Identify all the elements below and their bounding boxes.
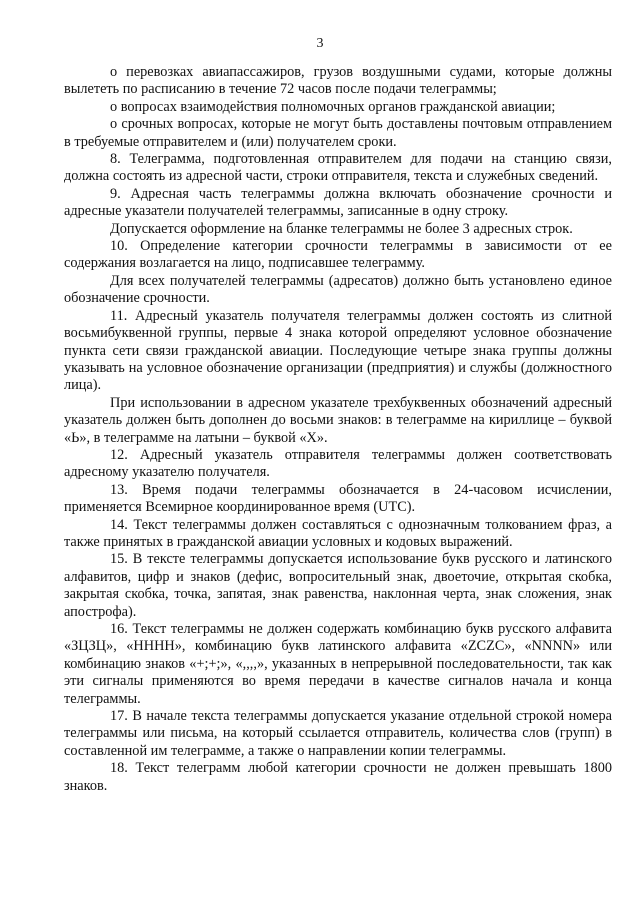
paragraph-item-18: 18. Текст телеграмм любой категории срочности не должен превышать 1800 знаков. xyxy=(64,760,612,794)
paragraph-item-8: 8. Телеграмма, подготовленная отправителем для подачи на станцию связи, должна состоять из адресной части, строки отправителя, текста и служебных сведений. xyxy=(64,151,612,185)
paragraph-item-11-note: При использовании в адресном указателе трехбуквенных обозначений адресный указатель должен быть дополнен до восьми знаков: в телеграмме на кириллице – буквой «Ь», в телеграмме на латыни – буквой «X». xyxy=(64,394,612,446)
page-number: 3 xyxy=(316,36,324,51)
paragraph-item-15: 15. В тексте телеграммы допускается использование букв русского и латинского алфавитов, цифр и знаков (дефис, вопросительный знак, двоеточие, открытая скобка, закрытая скобка, точка, запятая, знак равенства, наклонная черта, знак сложения, знак апострофа). xyxy=(64,551,612,620)
paragraph-list-item-passengers: о перевозках авиапассажиров, грузов воздушными судами, которые должны вылететь по расписанию в течение 72 часов после подачи телеграммы; xyxy=(64,64,612,98)
paragraph-list-item-urgent: о срочных вопросах, которые не могут быть доставлены почтовым отправлением в требуемые отправителем и (или) получателем сроки. xyxy=(64,116,612,150)
paragraph-item-13: 13. Время подачи телеграммы обозначается в 24-часовом исчислении, применяется Всемирное координированное время (UTC). xyxy=(64,481,612,516)
paragraph-item-11: 11. Адресный указатель получателя телеграммы должен состоять из слитной восьмибуквенной группы, первые 4 знака которой определяют условное обозначение пункта сети связи гражданской авиации. Последующие четыре знака группы должны указывать на условное обозначение организации (предприятия) и службы (должностного лица). xyxy=(64,307,612,394)
paragraph-item-9-note: Допускается оформление на бланке телеграммы не более 3 адресных строк. xyxy=(110,220,573,237)
paragraph-item-16: 16. Текст телеграммы не должен содержать комбинацию букв русского алфавита «ЗЦЗЦ», «НННН», комбинацию букв латинского алфавита «ZCZC», «NNNN» или комбинацию знаков «+;+;», «,,,,», указанных в непрерывной последовательности, так как эти сигналы применяются во время передачи в качестве сигналов начала и конца телеграммы. xyxy=(64,621,612,707)
paragraph-item-17: 17. В начале текста телеграммы допускается указание отдельной строкой номера телеграммы или письма, на который ссылается отправитель, количества слов (групп) в составленной им телеграмме, а также о направлении копии телеграммы. xyxy=(64,708,612,759)
paragraph-item-10: 10. Определение категории срочности телеграммы в зависимости от ее содержания возлагается на лицо, подписавшее телеграмму. xyxy=(64,238,612,272)
paragraph-list-item-cooperation: о вопросах взаимодействия полномочных органов гражданской авиации; xyxy=(110,98,556,115)
paragraph-item-14: 14. Текст телеграммы должен составляться с однозначным толкованием фраз, а также принятых в гражданской авиации условных и кодовых выражений. xyxy=(64,516,612,550)
paragraph-item-12: 12. Адресный указатель отправителя телеграммы должен соответствовать адресному указателю получателя. xyxy=(64,446,612,481)
document-body xyxy=(64,64,612,795)
paragraph-item-9: 9. Адресная часть телеграммы должна включать обозначение срочности и адресные указатели получателей телеграммы, записанные в одну строку. xyxy=(64,185,612,220)
paragraph-item-10-note: Для всех получателей телеграммы (адресатов) должно быть установлено единое обозначение срочности. xyxy=(64,272,612,307)
